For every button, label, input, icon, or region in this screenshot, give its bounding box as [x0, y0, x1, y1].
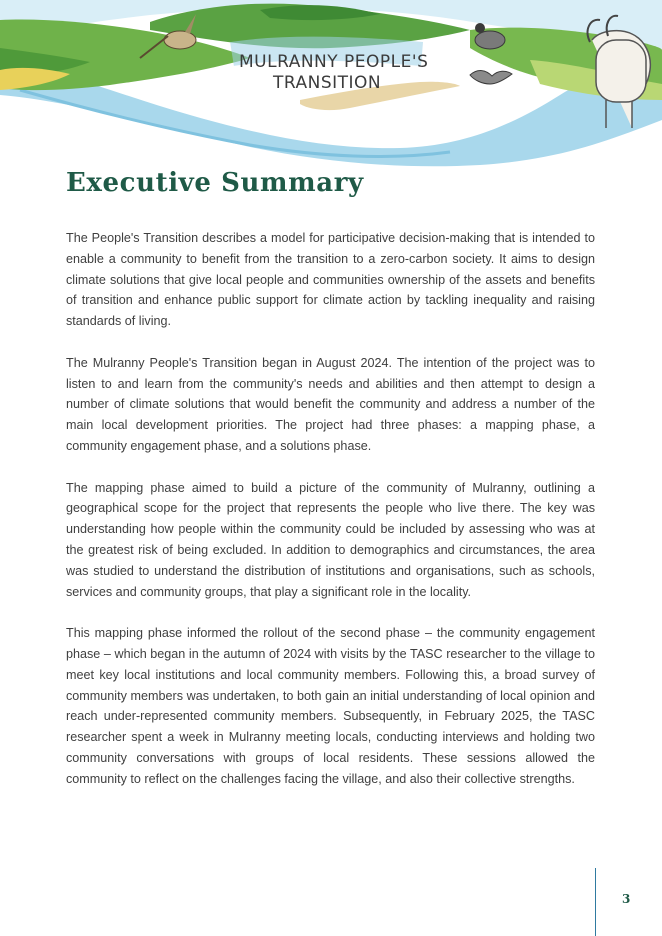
footer-rule — [595, 868, 596, 936]
paragraph: The mapping phase aimed to build a picture of the community of Mulranny, outlining a geographical scope for the project that represents the people who live there. The key was understanding how people within the community could be included by assessing who was at the greatest risk of being excluded. In addition to demographics and circumstances, the area was studied to understand the distribution of institutions and organisations, such as schools, services and community groups, that play a significant role in the locality. — [66, 480, 595, 599]
logo-line-1: MULRANNY PEOPLE'S — [239, 52, 429, 72]
paragraph: The Mulranny People's Transition began in August 2024. The intention of the project was to listen to and learn from the community's needs and abilities and then attempt to design a number of climate solutions that would benefit the community and address a number of the main local development priorities. The project had three phases: a mapping phase, a community engagement phase, and a solutions phase. — [66, 355, 595, 453]
body-text — [66, 228, 595, 810]
header-illustration — [0, 0, 662, 170]
paragraph: The People's Transition describes a model for participative decision-making that is intended to enable a community to benefit from the transition to a zero-carbon society. It aims to design climate solutions that give local people and communities ownership of the assets and benefits of transition and enhance public support for climate action by tackling inequality and raising standards of living. — [66, 231, 595, 329]
landscape-illustration — [0, 0, 662, 170]
flying-bird-icon — [470, 71, 512, 84]
logo-line-2: TRANSITION — [273, 73, 382, 93]
page-title: Executive Summary — [66, 168, 364, 198]
paragraph: This mapping phase informed the rollout of the second phase – the community engagement phase – which began in the autumn of 2024 with visits by the TASC researcher to the village to meet key local institutions and local community members. Following this, a broad survey of community members was undertaken, to both gain an initial understanding of local opinion and reach under-represented community members. Subsequently, in February 2025, the TASC researcher spent a week in Mulranny meeting locals, conducting interviews and holding two community conversations with groups of local residents. These sessions allowed the community to reflect on the challenges facing the village, and also their collective strengths. — [66, 626, 595, 786]
page-number: 3 — [622, 892, 631, 906]
goose-bird-icon — [475, 23, 505, 49]
